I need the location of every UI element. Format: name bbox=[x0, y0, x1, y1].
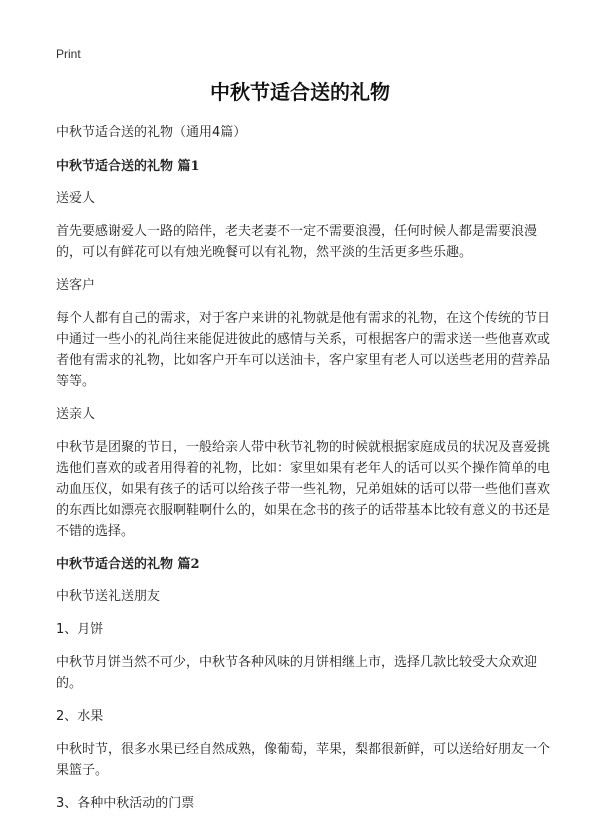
section-2-heading: 中秋节适合送的礼物 篇2 bbox=[56, 557, 200, 572]
section-2-item-1-label: 1、月饼 bbox=[56, 622, 104, 637]
section-2-item-1-text: 中秋节月饼当然不可少，中秋节各种风味的月饼相继上市，选择几款比较受大众欢迎的。 bbox=[56, 655, 538, 691]
section-1-client-label: 送客户 bbox=[56, 278, 96, 293]
section-2-item-2-text: 中秋时节，很多水果已经自然成熟，像葡萄，苹果，梨都很新鲜，可以送给好朋友一个果篮子。 bbox=[56, 742, 551, 778]
page-title: 中秋节适合送的礼物 bbox=[210, 80, 390, 104]
print-link[interactable]: Print bbox=[56, 47, 81, 61]
article-subtitle: 中秋节适合送的礼物（通用4篇） bbox=[56, 125, 247, 140]
section-1-heading: 中秋节适合送的礼物 篇1 bbox=[56, 159, 200, 174]
article-body bbox=[56, 122, 556, 826]
section-2-intro: 中秋节送礼送朋友 bbox=[56, 589, 161, 604]
section-1-lover-text: 首先要感谢爱人一路的陪伴，老夫老妻不一定不需要浪漫，任何时候人都是需要浪漫的，可以有鲜花可以有烛光晚餐可以有礼物，然平淡的生活更多些乐趣。 bbox=[56, 224, 538, 260]
section-1-family-label: 送亲人 bbox=[56, 407, 96, 422]
section-1-family-text: 中秋节是团聚的节日，一般给亲人带中秋节礼物的时候就根据家庭成员的状况及喜爱挑选他们喜欢的或者用得着的礼物，比如：家里如果有老年人的话可以买个操作简单的电动血压仪，如果有孩子的话可以给孩子带一些礼物，兄弟姐妹的话可以带一些他们喜欢的东西比如漂亮衣服啊鞋啊什么的，如果在念书的孩子的话带基本比较有意义的书还是不错的选择。 bbox=[56, 440, 551, 539]
section-2-item-2-label: 2、水果 bbox=[56, 709, 104, 724]
section-1-lover-label: 送爱人 bbox=[56, 191, 96, 206]
section-1-client-text: 每个人都有自己的需求，对于客户来讲的礼物就是他有需求的礼物，在这个传统的节日中通过一些小的礼尚往来能促进彼此的感情与关系，可根据客户的需求送一些他喜欢或者他有需求的礼物，比如客户开车可以送油卡，客户家里有老人可以送些老用的营养品等等。 bbox=[56, 311, 551, 389]
section-2-item-3-label: 3、各种中秋活动的门票 bbox=[56, 796, 195, 811]
